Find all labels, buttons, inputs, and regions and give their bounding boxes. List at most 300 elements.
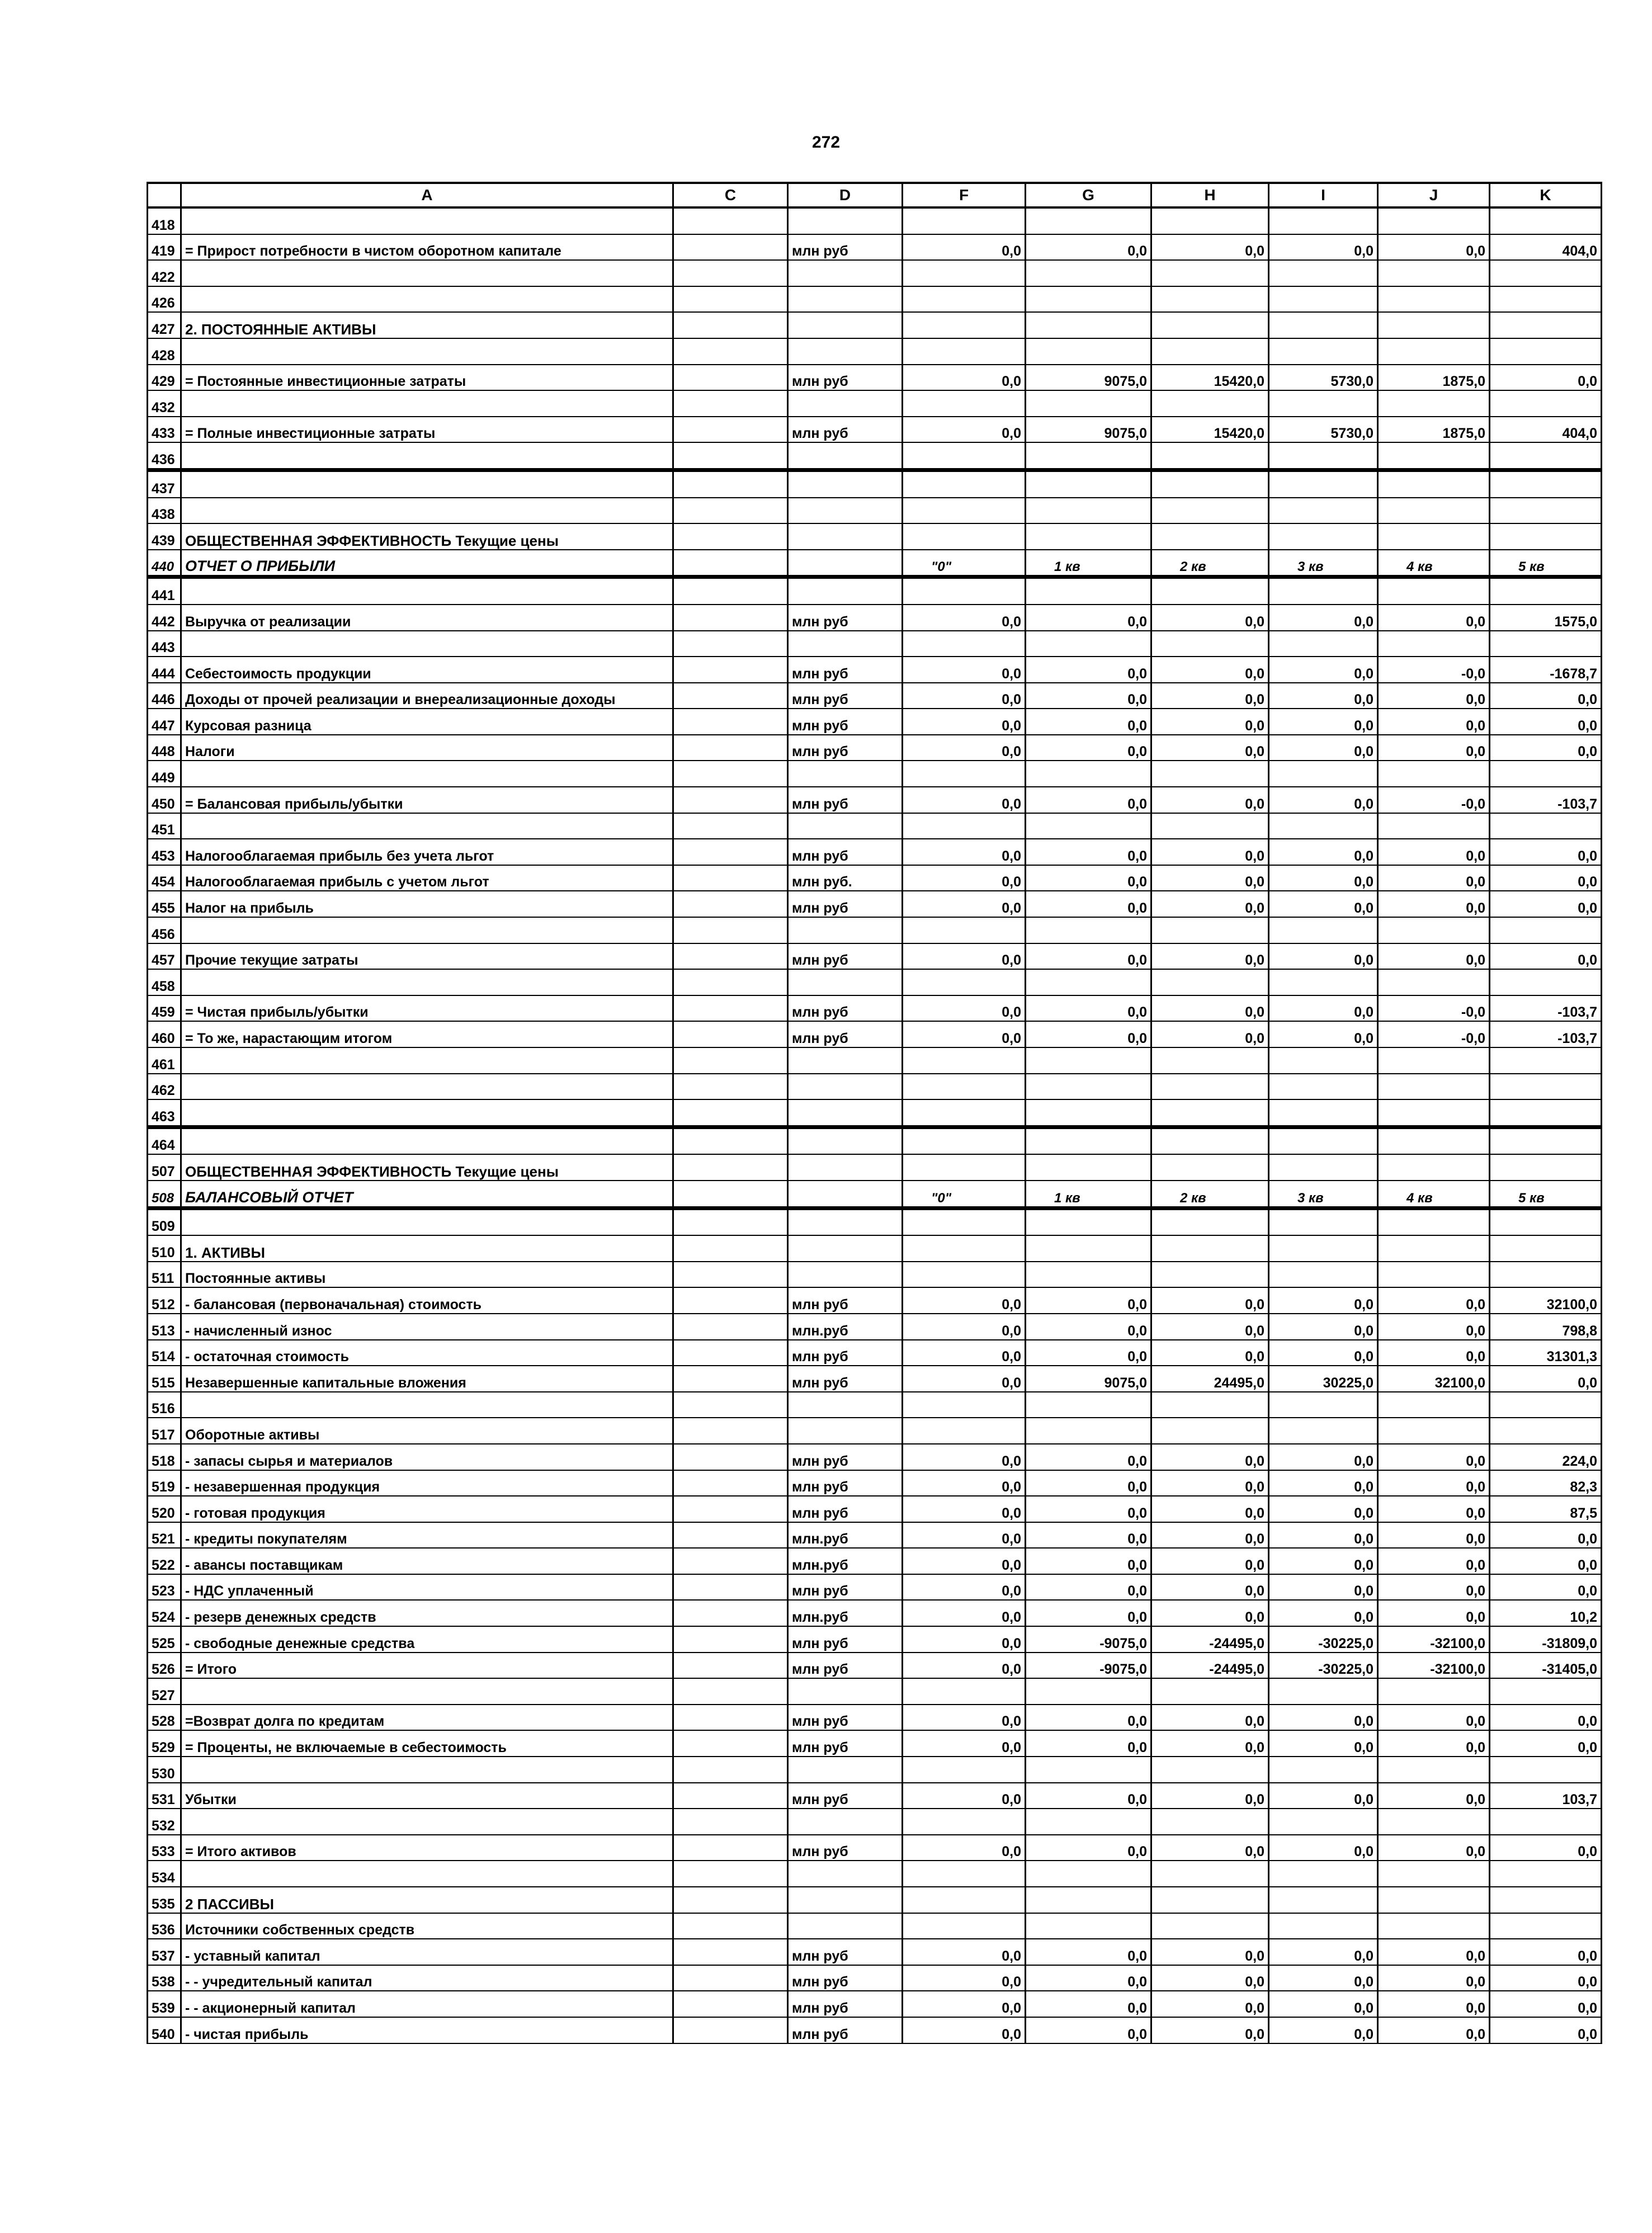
table-row [148, 1522, 1602, 1549]
row-label: Постоянные активы [181, 1262, 673, 1288]
table-row [148, 1181, 1602, 1208]
spreadsheet-body [148, 183, 1602, 2043]
value-cell: 9075,0 [1026, 365, 1151, 391]
row-unit: млн руб [788, 1340, 903, 1366]
row-label: - авансы поставщикам [181, 1548, 673, 1574]
row-label: = Балансовая прибыль/убытки [181, 787, 673, 813]
value-cell: 0,0 [1151, 1600, 1269, 1626]
cell-c [673, 1314, 788, 1340]
value-cell [1026, 1262, 1151, 1288]
value-cell: 1875,0 [1378, 365, 1490, 391]
value-cell [1269, 442, 1378, 470]
value-cell: 798,8 [1490, 1314, 1602, 1340]
value-cell: 0,0 [903, 891, 1026, 917]
cell-c [673, 338, 788, 365]
value-cell [1026, 1099, 1151, 1127]
row-number: 522 [148, 1548, 181, 1574]
value-cell: 0,0 [1151, 735, 1269, 761]
value-cell: 0,0 [1269, 1548, 1378, 1574]
value-cell [1026, 813, 1151, 839]
value-cell [903, 969, 1026, 995]
value-cell: 0,0 [1151, 1574, 1269, 1601]
value-cell [1378, 523, 1490, 550]
cell-c [673, 1861, 788, 1887]
value-cell: 0,0 [1378, 1548, 1490, 1574]
value-cell: 0,0 [1490, 735, 1602, 761]
value-cell: 0,0 [1026, 865, 1151, 891]
value-cell [1269, 1208, 1378, 1235]
row-label [181, 1809, 673, 1835]
value-cell [1151, 442, 1269, 470]
value-cell [1490, 577, 1602, 605]
value-cell: 32100,0 [1378, 1366, 1490, 1392]
cell-c [673, 1600, 788, 1626]
row-label: - свободные денежные средства [181, 1626, 673, 1653]
value-cell: 0,0 [1026, 605, 1151, 631]
value-cell [903, 207, 1026, 234]
value-cell: 0,0 [1269, 1705, 1378, 1731]
value-cell: 0,0 [1151, 1314, 1269, 1340]
value-cell: 0,0 [1151, 657, 1269, 683]
row-unit [788, 1809, 903, 1835]
row-unit [788, 523, 903, 550]
row-label: Себестоимость продукции [181, 657, 673, 683]
value-cell [903, 1887, 1026, 1913]
row-unit [788, 917, 903, 943]
value-cell: 0,0 [1378, 865, 1490, 891]
table-row [148, 1809, 1602, 1835]
value-cell: 0,0 [1026, 1470, 1151, 1496]
value-cell: 0,0 [903, 1939, 1026, 1965]
cell-c [673, 2017, 788, 2043]
row-number: 441 [148, 577, 181, 605]
value-cell: 0,0 [1378, 839, 1490, 865]
value-cell [1378, 1418, 1490, 1444]
table-row [148, 1340, 1602, 1366]
cell-c [673, 1287, 788, 1314]
value-cell: 0,0 [903, 365, 1026, 391]
cell-c [673, 442, 788, 470]
row-unit [788, 577, 903, 605]
value-cell: 0,0 [1490, 2017, 1602, 2043]
cell-c [673, 312, 788, 338]
cell-c [673, 1522, 788, 1549]
row-unit: млн руб [788, 1783, 903, 1809]
value-cell: 0,0 [1026, 234, 1151, 261]
row-unit: млн руб [788, 1991, 903, 2017]
row-label: - чистая прибыль [181, 2017, 673, 2043]
row-number: 459 [148, 995, 181, 1022]
table-row [148, 260, 1602, 286]
value-cell [1490, 1262, 1602, 1288]
row-unit [788, 1887, 903, 1913]
value-cell [1026, 312, 1151, 338]
cell-c [673, 943, 788, 970]
table-row [148, 865, 1602, 891]
value-cell [1151, 577, 1269, 605]
value-cell: -0,0 [1378, 657, 1490, 683]
column-header-d: D [788, 183, 903, 207]
value-cell [1269, 1861, 1378, 1887]
row-label [181, 969, 673, 995]
value-cell: 0,0 [903, 1600, 1026, 1626]
row-unit: млн руб [788, 1705, 903, 1731]
cell-c [673, 1757, 788, 1783]
row-number: 515 [148, 1366, 181, 1392]
table-row [148, 657, 1602, 683]
table-row [148, 1835, 1602, 1861]
row-label: = Итого [181, 1653, 673, 1679]
row-unit: млн руб [788, 1574, 903, 1601]
row-unit: млн руб [788, 1626, 903, 1653]
value-cell: 0,0 [1026, 1730, 1151, 1757]
row-unit [788, 1074, 903, 1100]
value-cell [1490, 260, 1602, 286]
value-cell: 0,0 [903, 1522, 1026, 1549]
value-cell: 0,0 [1378, 1470, 1490, 1496]
value-cell: 0,0 [903, 709, 1026, 735]
value-cell: 0,0 [1269, 1287, 1378, 1314]
value-cell [1269, 260, 1378, 286]
value-cell [1151, 1809, 1269, 1835]
row-number: 508 [148, 1181, 181, 1208]
table-row [148, 1965, 1602, 1991]
row-unit [788, 1047, 903, 1074]
value-cell: 0,0 [1026, 787, 1151, 813]
value-cell: 0,0 [1151, 865, 1269, 891]
row-label [181, 498, 673, 524]
value-cell [1269, 577, 1378, 605]
value-cell [1378, 338, 1490, 365]
column-header-h: H [1151, 183, 1269, 207]
row-unit: млн руб [788, 1653, 903, 1679]
value-cell: 0,0 [1490, 1835, 1602, 1861]
row-number: 462 [148, 1074, 181, 1100]
table-row [148, 1047, 1602, 1074]
cell-c [673, 1262, 788, 1288]
value-cell: 0,0 [1378, 1496, 1490, 1522]
value-cell: 0,0 [903, 839, 1026, 865]
row-label: Оборотные активы [181, 1418, 673, 1444]
value-cell: 0,0 [1269, 709, 1378, 735]
value-cell: 0,0 [903, 657, 1026, 683]
row-unit: млн руб [788, 1496, 903, 1522]
table-row [148, 683, 1602, 709]
value-cell: 0,0 [1026, 1496, 1151, 1522]
row-label: Налоги [181, 735, 673, 761]
row-number: 539 [148, 1991, 181, 2017]
row-number: 449 [148, 761, 181, 787]
table-row [148, 1861, 1602, 1887]
column-header-j: J [1378, 183, 1490, 207]
row-label [181, 577, 673, 605]
value-cell: 0,0 [1269, 1939, 1378, 1965]
value-cell [1490, 1678, 1602, 1705]
value-cell [1378, 969, 1490, 995]
row-number: 526 [148, 1653, 181, 1679]
value-cell: 9075,0 [1026, 1366, 1151, 1392]
value-cell [1151, 631, 1269, 657]
value-cell: 0,0 [1026, 735, 1151, 761]
value-cell [1269, 1235, 1378, 1262]
value-cell [1151, 338, 1269, 365]
row-label: = То же, нарастающим итогом [181, 1021, 673, 1047]
value-cell [1490, 523, 1602, 550]
table-row [148, 1099, 1602, 1127]
value-cell [1151, 312, 1269, 338]
value-cell: 0,0 [1151, 1287, 1269, 1314]
value-cell [1151, 1913, 1269, 1939]
row-label: Доходы от прочей реализации и внереализационные доходы [181, 683, 673, 709]
value-cell [903, 917, 1026, 943]
row-number: 512 [148, 1287, 181, 1314]
row-number: 444 [148, 657, 181, 683]
table-row [148, 1939, 1602, 1965]
table-row [148, 943, 1602, 970]
value-cell [1378, 1208, 1490, 1235]
value-cell: 0,0 [1026, 1340, 1151, 1366]
value-cell: -103,7 [1490, 787, 1602, 813]
value-cell: 0,0 [903, 1835, 1026, 1861]
row-unit: млн руб [788, 657, 903, 683]
value-cell [1490, 761, 1602, 787]
value-cell: -103,7 [1490, 995, 1602, 1022]
value-cell [1269, 1392, 1378, 1418]
table-row [148, 1444, 1602, 1470]
table-row [148, 709, 1602, 735]
value-cell [903, 1074, 1026, 1100]
value-cell: 103,7 [1490, 1783, 1602, 1809]
value-cell: 0,0 [903, 2017, 1026, 2043]
value-cell [1026, 1235, 1151, 1262]
value-cell: 0,0 [1378, 1574, 1490, 1601]
cell-c [673, 683, 788, 709]
row-unit: млн руб [788, 709, 903, 735]
column-header-a: A [181, 183, 673, 207]
value-cell [1490, 1861, 1602, 1887]
value-cell [1269, 1913, 1378, 1939]
cell-c [673, 1181, 788, 1208]
value-cell [1378, 442, 1490, 470]
value-cell [1490, 286, 1602, 313]
value-cell: 0,0 [903, 787, 1026, 813]
value-cell [1269, 1074, 1378, 1100]
value-cell [1151, 1208, 1269, 1235]
value-cell [903, 1099, 1026, 1127]
cell-c [673, 969, 788, 995]
value-cell: 0,0 [1269, 943, 1378, 970]
value-cell: 3 кв [1269, 550, 1378, 577]
value-cell [903, 1913, 1026, 1939]
value-cell [1026, 1887, 1151, 1913]
value-cell: 0,0 [1378, 683, 1490, 709]
row-unit: млн руб [788, 1835, 903, 1861]
row-number: 516 [148, 1392, 181, 1418]
table-row [148, 550, 1602, 577]
cell-c [673, 995, 788, 1022]
row-number: 433 [148, 417, 181, 443]
cell-c [673, 1099, 788, 1127]
row-unit: млн руб [788, 1939, 903, 1965]
cell-c [673, 1366, 788, 1392]
row-unit [788, 260, 903, 286]
row-number: 455 [148, 891, 181, 917]
value-cell: -31809,0 [1490, 1626, 1602, 1653]
cell-c [673, 1496, 788, 1522]
row-number: 532 [148, 1809, 181, 1835]
value-cell: -1678,7 [1490, 657, 1602, 683]
cell-c [673, 523, 788, 550]
value-cell: 224,0 [1490, 1444, 1602, 1470]
row-label [181, 761, 673, 787]
value-cell: 0,0 [1490, 1366, 1602, 1392]
value-cell [1151, 1074, 1269, 1100]
cell-c [673, 761, 788, 787]
row-unit: млн руб [788, 891, 903, 917]
value-cell [1026, 470, 1151, 497]
value-cell [1269, 761, 1378, 787]
cell-c [673, 605, 788, 631]
value-cell [1151, 1154, 1269, 1181]
value-cell: 0,0 [1378, 891, 1490, 917]
cell-c [673, 1730, 788, 1757]
row-number: 523 [148, 1574, 181, 1601]
value-cell [1269, 338, 1378, 365]
value-cell: 2 кв [1151, 550, 1269, 577]
value-cell [1269, 1418, 1378, 1444]
value-cell [1490, 917, 1602, 943]
value-cell: 0,0 [903, 1366, 1026, 1392]
value-cell: 5730,0 [1269, 417, 1378, 443]
row-number: 510 [148, 1235, 181, 1262]
value-cell [1378, 1757, 1490, 1783]
row-number: 514 [148, 1340, 181, 1366]
table-row [148, 234, 1602, 261]
row-unit [788, 761, 903, 787]
table-row [148, 1548, 1602, 1574]
row-label: Курсовая разница [181, 709, 673, 735]
value-cell: 0,0 [903, 1730, 1026, 1757]
value-cell: 0,0 [1151, 1021, 1269, 1047]
table-row [148, 1235, 1602, 1262]
value-cell: -0,0 [1378, 995, 1490, 1022]
table-row [148, 813, 1602, 839]
value-cell: 0,0 [1269, 605, 1378, 631]
row-label [181, 917, 673, 943]
row-label: - начисленный износ [181, 1314, 673, 1340]
row-label [181, 442, 673, 470]
value-cell [1026, 1074, 1151, 1100]
value-cell [1026, 286, 1151, 313]
row-number: 429 [148, 365, 181, 391]
row-label [181, 1127, 673, 1154]
value-cell [1378, 631, 1490, 657]
value-cell [1378, 286, 1490, 313]
value-cell: 0,0 [1490, 1939, 1602, 1965]
row-label: - незавершенная продукция [181, 1470, 673, 1496]
row-unit [788, 1678, 903, 1705]
value-cell: 0,0 [1151, 1705, 1269, 1731]
cell-c [673, 917, 788, 943]
value-cell [1151, 1127, 1269, 1154]
value-cell [1151, 260, 1269, 286]
cell-c [673, 1965, 788, 1991]
value-cell [1026, 390, 1151, 417]
value-cell [1378, 1074, 1490, 1100]
table-row [148, 442, 1602, 470]
row-number: 419 [148, 234, 181, 261]
value-cell [1490, 1887, 1602, 1913]
cell-c [673, 260, 788, 286]
row-number: 529 [148, 1730, 181, 1757]
row-number: 518 [148, 1444, 181, 1470]
cell-c [673, 1418, 788, 1444]
value-cell [1269, 207, 1378, 234]
table-row [148, 1470, 1602, 1496]
row-unit: млн.руб [788, 1314, 903, 1340]
row-label [181, 338, 673, 365]
value-cell [1378, 1392, 1490, 1418]
row-number: 454 [148, 865, 181, 891]
row-label: - кредиты покупателям [181, 1522, 673, 1549]
cell-c [673, 839, 788, 865]
value-cell: 0,0 [903, 1574, 1026, 1601]
row-unit [788, 442, 903, 470]
value-cell: -9075,0 [1026, 1653, 1151, 1679]
row-label [181, 286, 673, 313]
value-cell: 0,0 [903, 1021, 1026, 1047]
column-header-g: G [1026, 183, 1151, 207]
value-cell [1151, 1099, 1269, 1127]
cell-c [673, 1678, 788, 1705]
cell-c [673, 577, 788, 605]
value-cell: 0,0 [1269, 1783, 1378, 1809]
value-cell [1269, 390, 1378, 417]
row-label: = Постоянные инвестиционные затраты [181, 365, 673, 391]
cell-c [673, 390, 788, 417]
value-cell: 0,0 [1026, 657, 1151, 683]
value-cell [903, 1678, 1026, 1705]
value-cell: 0,0 [1151, 709, 1269, 735]
value-cell [1026, 1392, 1151, 1418]
row-unit [788, 1418, 903, 1444]
row-unit: млн руб [788, 735, 903, 761]
value-cell: 0,0 [1026, 1965, 1151, 1991]
value-cell: 0,0 [1269, 839, 1378, 865]
table-row [148, 631, 1602, 657]
cell-c [673, 1913, 788, 1939]
value-cell [1026, 523, 1151, 550]
value-cell: 0,0 [1151, 1991, 1269, 2017]
value-cell [1378, 1127, 1490, 1154]
table-row [148, 1991, 1602, 2017]
row-label: - балансовая (первоначальная) стоимость [181, 1287, 673, 1314]
row-number: 461 [148, 1047, 181, 1074]
value-cell: 0,0 [903, 605, 1026, 631]
value-cell: 0,0 [1269, 1991, 1378, 2017]
row-unit: млн.руб [788, 1548, 903, 1574]
value-cell: 15420,0 [1151, 365, 1269, 391]
value-cell: 0,0 [1151, 1444, 1269, 1470]
value-cell [1378, 1678, 1490, 1705]
row-label: 2 ПАССИВЫ [181, 1887, 673, 1913]
value-cell [1490, 969, 1602, 995]
cell-c [673, 865, 788, 891]
row-unit [788, 1392, 903, 1418]
row-number: 525 [148, 1626, 181, 1653]
row-unit: млн руб [788, 2017, 903, 2043]
value-cell [1151, 1757, 1269, 1783]
